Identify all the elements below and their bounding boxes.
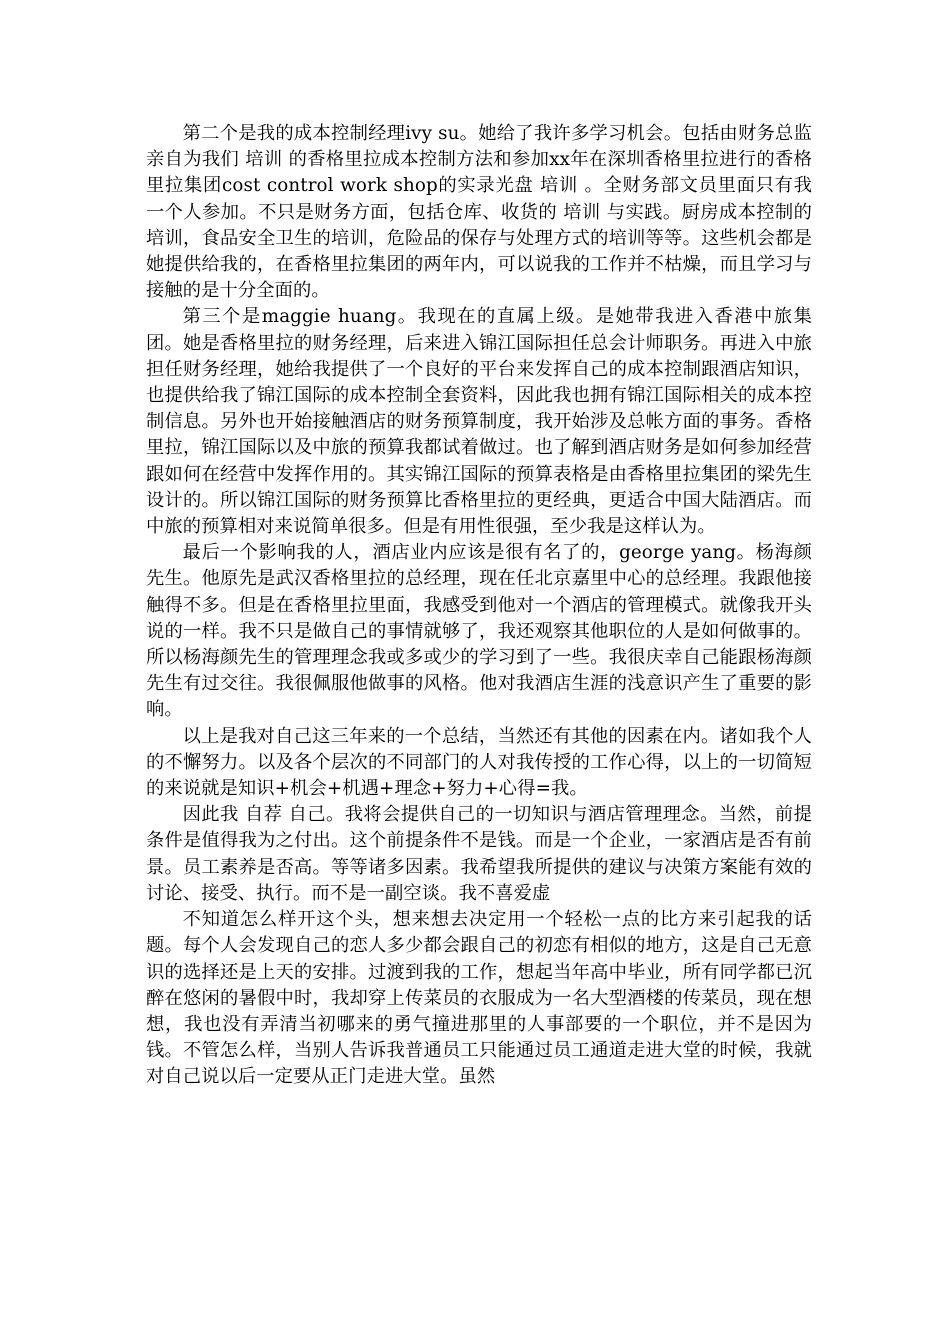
paragraph-cost-control-manager: 第二个是我的成本控制经理ivy su。她给了我许多学习机会。包括由财务总监亲自为我们 培训 的香格里拉成本控制方法和参加xx年在深圳香格里拉进行的香格里拉集团cost control work shop的实录光盘 培训 。全财务部文员里面只有我一个人参加。不只是财务方面，包括仓库、收货的 培训 与实践。厨房成本控制的培训，食品安全卫生的培训，危险品的保存与处理方式的培训等等。这些机会都是她提供给我的，在香格里拉集团的两年内，可以说我的工作并不枯燥，而且学习与接触的是十分全面的。 [146, 123, 812, 302]
paragraph-george-yang: 最后一个影响我的人，酒店业内应该是很有名了的，george yang。杨海颜先生。他原先是武汉香格里拉的总经理，现在任北京嘉里中心的总经理。我跟他接触得不多。但是在香格里拉里面，我感受到他对一个酒店的管理模式。就像我开头说的一样。我不只是做自己的事情就够了，我还观察其他职位的人是如何做事的。所以杨海颜先生的管理理念我或多或少的学习到了一些。我很庆幸自己能跟杨海颜先生有过交往。我很佩服他做事的风格。他对我酒店生涯的浅意识产生了重要的影响。 [146, 542, 812, 721]
paragraph-self-recommendation: 因此我 自荐 自己。我将会提供自己的一切知识与酒店管理理念。当然，前提条件是值得我为之付出。这个前提条件不是钱。而是一个企业，一家酒店是否有前景。员工素养是否高。等等诸多因素。我希望我所提供的建议与决策方案能有效的讨论、接受、执行。而不是一副空谈。我不喜爱虚 [146, 804, 812, 904]
document-body [146, 121, 812, 1091]
paragraph-maggie-huang: 第三个是maggie huang。我现在的直属上级。是她带我进入香港中旅集团。她是香格里拉的财务经理，后来进入锦江国际担任总会计师职务。再进入中旅担任财务经理，她给我提供了一个良好的平台来发挥自己的成本控制跟酒店知识， 也提供给我了锦江国际的成本控制全套资料，因此我也拥有锦江国际相关的成本控制信息。另外也开始接触酒店的财务预算制度，我开始涉及总帐方面的事务。香格里拉，锦江国际以及中旅的预算我都试着做过。也了解到酒店财务是如何参加经营跟如何在经营中发挥作用的。其实锦江国际的预算表格是由香格里拉集团的梁先生设计的。所以锦江国际的财务预算比香格里拉的更经典，更适合中国大陆酒店。而中旅的预算相对来说简单很多。但是有用性很强，至少我是这样认为。 [146, 306, 812, 538]
paragraph-opening-story: 不知道怎么样开这个头，想来想去决定用一个轻松一点的比方来引起我的话题。每个人会发现自己的恋人多少都会跟自己的初恋有相似的地方，这是自己无意识的选择还是上天的安排。过渡到我的工作，想起当年高中毕业，所有同学都已沉醉在悠闲的暑假中时，我却穿上传菜员的衣服成为一名大型酒楼的传菜员，现在想想，我也没有弄清当初哪来的勇气撞进那里的人事部要的一个职位，并不是因为钱。不管怎么样，当别人告诉我普通员工只能通过员工通道走进大堂的时候，我就对自己说以后一定要从正门走进大堂。虽然 [146, 909, 812, 1088]
paragraph-summary: 以上是我对自己这三年来的一个总结，当然还有其他的因素在内。诸如我个人的不懈努力。以及各个层次的不同部门的人对我传授的工作心得，以上的一切简短的来说就是知识+机会+机遇+理念+努力+心得=我。 [146, 725, 812, 800]
